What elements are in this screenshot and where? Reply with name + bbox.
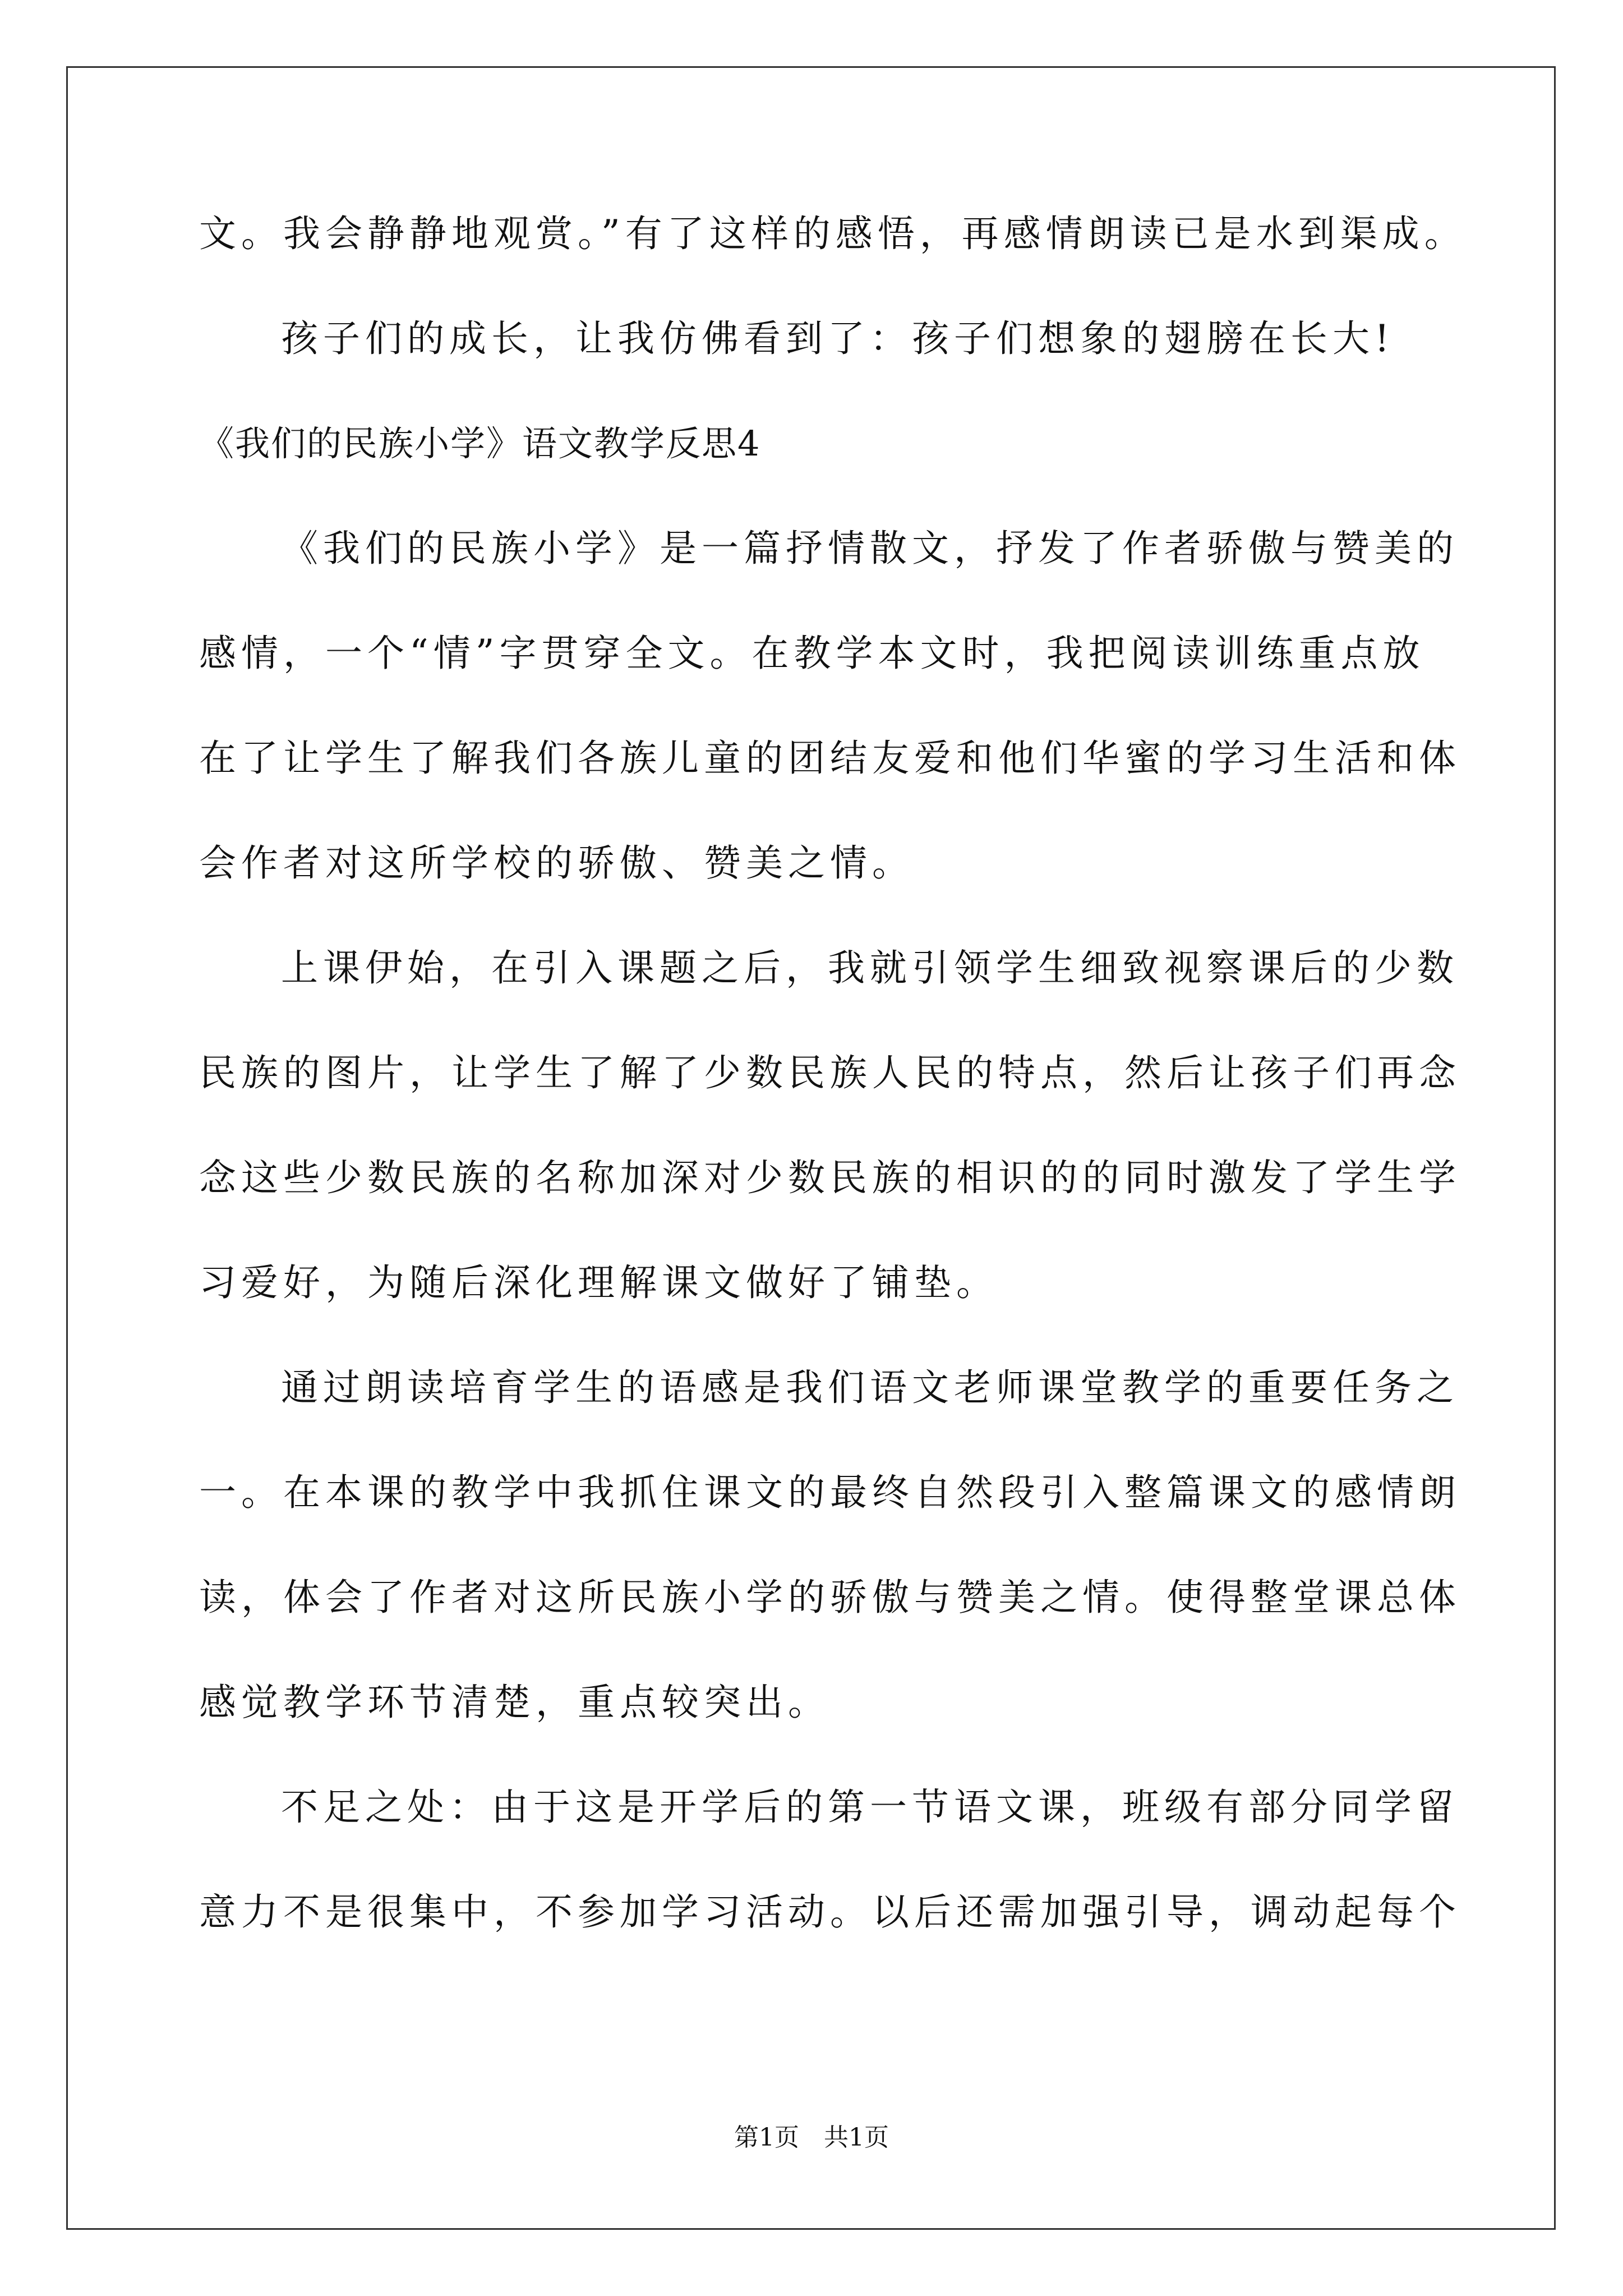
paragraph-line: 《我们的民族小学》是一篇抒情散文，抒发了作者骄傲与赞美的 xyxy=(281,527,1459,570)
paragraph-line: 感情，一个“情”字贯穿全文。在教学本文时，我把阅读训练重点放 xyxy=(199,632,1425,675)
section-heading: 《我们的民族小学》语文教学反思4 xyxy=(199,423,761,464)
paragraph-line: 上课伊始，在引入课题之后，我就引领学生细致视察课后的少数 xyxy=(281,946,1459,990)
paragraph-line: 会作者对这所学校的骄傲、赞美之情。 xyxy=(199,841,914,885)
paragraph-line: 在了让学生了解我们各族儿童的团结友爱和他们华蜜的学习生活和体 xyxy=(199,737,1461,780)
paragraph-line: 一。在本课的教学中我抓住课文的最终自然段引入整篇课文的感情朗 xyxy=(199,1471,1461,1514)
paragraph-line: 读，体会了作者对这所民族小学的骄傲与赞美之情。使得整堂课总体 xyxy=(199,1576,1461,1619)
paragraph-line: 文。我会静静地观赏。”有了这样的感悟，再感情朗读已是水到渠成。 xyxy=(199,212,1467,255)
document-body xyxy=(199,208,1467,1991)
paragraph-line: 通过朗读培育学生的语感是我们语文老师课堂教学的重要任务之 xyxy=(281,1366,1459,1409)
paragraph-line: 民族的图片，让学生了解了少数民族人民的特点，然后让孩子们再念 xyxy=(199,1051,1461,1094)
paragraph-line: 不足之处：由于这是开学后的第一节语文课，班级有部分同学留 xyxy=(281,1786,1459,1829)
paragraph-line: 感觉教学环节清楚，重点较突出。 xyxy=(199,1681,830,1724)
paragraph-line: 习爱好，为随后深化理解课文做好了铺垫。 xyxy=(199,1261,998,1304)
paragraph-line: 孩子们的成长，让我仿佛看到了：孩子们想象的翅膀在长大! xyxy=(281,317,1395,360)
page-number: 第1页 共1页 xyxy=(734,2123,889,2152)
paragraph-line: 意力不是很集中，不参加学习活动。以后还需加强引导，调动起每个 xyxy=(199,1890,1461,1934)
paragraph-line: 念这些少数民族的名称加深对少数民族的相识的的同时激发了学生学 xyxy=(199,1156,1461,1199)
